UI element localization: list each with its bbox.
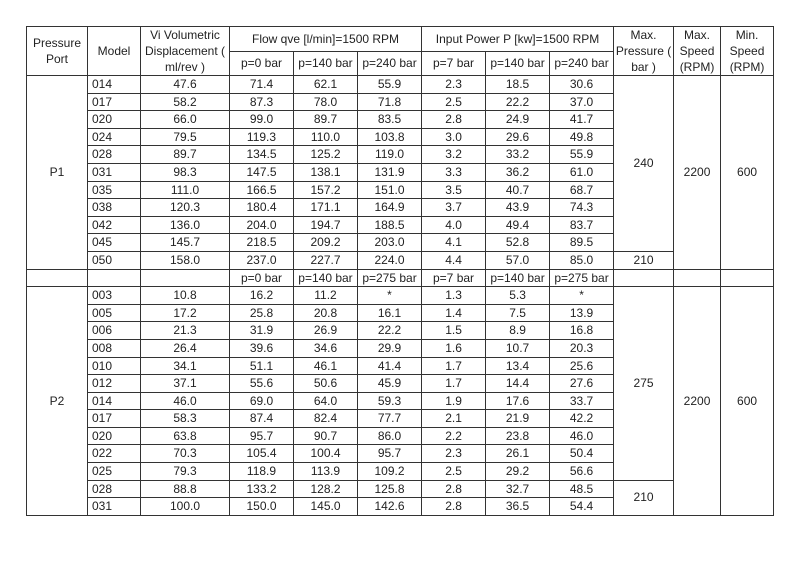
p2-cell: 17.2 [141, 304, 230, 322]
p1-cell: 3.0 [422, 128, 486, 146]
p2-cell: 51.1 [230, 357, 294, 375]
p2-cell: 005 [88, 304, 141, 322]
header-model: Model [88, 27, 141, 76]
p1-cell: 204.0 [230, 216, 294, 234]
header-pressure-port: Pressure Port [27, 27, 88, 76]
p1-cell: 29.6 [486, 128, 550, 146]
p2-cell: 11.2 [294, 287, 358, 305]
p2-cell: 41.4 [358, 357, 422, 375]
p2-cell: 32.7 [486, 480, 550, 498]
p1-cell: 57.0 [486, 251, 550, 269]
p2-cell: 2.2 [422, 427, 486, 445]
p2-subheader-row [27, 269, 774, 287]
p1-cell: 30.6 [550, 76, 614, 94]
p1-cell: 045 [88, 234, 141, 252]
p2-cell: 14.4 [486, 375, 550, 393]
p1-cell: 68.7 [550, 181, 614, 199]
p2-cell: 125.8 [358, 480, 422, 498]
p1-cell: 24.9 [486, 111, 550, 129]
p2-table-row [27, 287, 774, 305]
p2-cell: 031 [88, 498, 141, 516]
p1-cell: 218.5 [230, 234, 294, 252]
p1-cell: 79.5 [141, 128, 230, 146]
p1-port-label: P1 [27, 76, 88, 270]
p1-cell: 166.5 [230, 181, 294, 199]
p1-cell: 47.6 [141, 76, 230, 94]
p1-cell: 119.3 [230, 128, 294, 146]
p2-cell: 48.5 [550, 480, 614, 498]
p2-cell: 1.3 [422, 287, 486, 305]
p1-cell: 031 [88, 163, 141, 181]
p1-cell: 4.1 [422, 234, 486, 252]
p1-cell: 138.1 [294, 163, 358, 181]
p1-cell: 87.3 [230, 93, 294, 111]
p1-cell: 89.7 [141, 146, 230, 164]
p2-port-label: P2 [27, 287, 88, 516]
p1-cell: 49.8 [550, 128, 614, 146]
p2-cell: 2.8 [422, 480, 486, 498]
p2-cell: 45.9 [358, 375, 422, 393]
p2-cell: 017 [88, 410, 141, 428]
p2-cell: 2.5 [422, 463, 486, 481]
p1-cell: 151.0 [358, 181, 422, 199]
p1-cell: 83.5 [358, 111, 422, 129]
p2-cell: 29.9 [358, 339, 422, 357]
p2-cell: 109.2 [358, 463, 422, 481]
p1-cell: 89.7 [294, 111, 358, 129]
p1-table-row [27, 76, 774, 94]
p2-max-pressure-alt: 210 [614, 480, 674, 515]
p2-cell: 13.4 [486, 357, 550, 375]
p2-cell: 010 [88, 357, 141, 375]
p2-cell: 022 [88, 445, 141, 463]
p2-cell: 1.5 [422, 322, 486, 340]
p2-sub-label: p=0 bar [230, 269, 294, 287]
p2-cell: 95.7 [230, 427, 294, 445]
p1-cell: 2.8 [422, 111, 486, 129]
p2-cell: 26.9 [294, 322, 358, 340]
p1-cell: 203.0 [358, 234, 422, 252]
p1-cell: 180.4 [230, 199, 294, 217]
p1-cell: 119.0 [358, 146, 422, 164]
p1-max-speed: 2200 [674, 76, 721, 270]
p2-cell: 5.3 [486, 287, 550, 305]
p1-cell: 49.4 [486, 216, 550, 234]
p1-cell: 2.3 [422, 76, 486, 94]
p2-cell: 50.6 [294, 375, 358, 393]
p2-min-speed: 600 [721, 287, 774, 516]
p1-sub-power-140: p=140 bar [486, 51, 550, 76]
p2-cell: 2.8 [422, 498, 486, 516]
p1-cell: 22.2 [486, 93, 550, 111]
p1-min-speed: 600 [721, 76, 774, 270]
p1-cell: 37.0 [550, 93, 614, 111]
p1-sub-power-240: p=240 bar [550, 51, 614, 76]
p2-cell: 87.4 [230, 410, 294, 428]
p1-cell: 188.5 [358, 216, 422, 234]
p1-cell: 194.7 [294, 216, 358, 234]
p1-cell: 158.0 [141, 251, 230, 269]
p1-cell: 43.9 [486, 199, 550, 217]
p2-cell: 29.2 [486, 463, 550, 481]
p2-cell: 003 [88, 287, 141, 305]
p2-cell: 028 [88, 480, 141, 498]
p2-sub-label: p=7 bar [422, 269, 486, 287]
p2-cell: 1.4 [422, 304, 486, 322]
p2-cell: 16.8 [550, 322, 614, 340]
p1-cell: 40.7 [486, 181, 550, 199]
p1-sub-power-7: p=7 bar [422, 51, 486, 76]
p1-cell: 103.8 [358, 128, 422, 146]
p1-cell: 71.4 [230, 76, 294, 94]
p2-cell: 34.6 [294, 339, 358, 357]
p2-cell: 63.8 [141, 427, 230, 445]
p2-cell: 33.7 [550, 392, 614, 410]
p1-cell: 164.9 [358, 199, 422, 217]
p2-sub-label: p=140 bar [486, 269, 550, 287]
p1-cell: 74.3 [550, 199, 614, 217]
p1-cell: 61.0 [550, 163, 614, 181]
p1-cell: 4.4 [422, 251, 486, 269]
p2-sub-empty-maxspeed [674, 269, 721, 287]
p2-cell: 56.6 [550, 463, 614, 481]
p1-cell: 038 [88, 199, 141, 217]
p2-cell: 34.1 [141, 357, 230, 375]
p2-cell: * [358, 287, 422, 305]
p2-cell: 10.8 [141, 287, 230, 305]
p2-cell: 20.3 [550, 339, 614, 357]
p1-cell: 55.9 [358, 76, 422, 94]
p2-cell: 128.2 [294, 480, 358, 498]
p1-cell: 58.2 [141, 93, 230, 111]
p1-max-pressure-alt: 210 [614, 251, 674, 269]
p2-cell: 26.1 [486, 445, 550, 463]
p2-cell: 39.6 [230, 339, 294, 357]
p2-cell: 21.9 [486, 410, 550, 428]
p2-cell: 1.7 [422, 357, 486, 375]
p1-cell: 028 [88, 146, 141, 164]
p2-cell: 16.2 [230, 287, 294, 305]
p2-cell: 008 [88, 339, 141, 357]
p1-cell: 050 [88, 251, 141, 269]
p2-cell: 36.5 [486, 498, 550, 516]
p2-cell: 26.4 [141, 339, 230, 357]
p2-cell: 150.0 [230, 498, 294, 516]
header-min-speed: Min. Speed (RPM) [721, 27, 774, 76]
p2-sub-label: p=275 bar [550, 269, 614, 287]
p2-cell: 46.0 [550, 427, 614, 445]
p2-cell: 64.0 [294, 392, 358, 410]
p2-cell: 55.6 [230, 375, 294, 393]
p1-cell: 042 [88, 216, 141, 234]
p2-cell: 133.2 [230, 480, 294, 498]
p2-sub-label: p=275 bar [358, 269, 422, 287]
p2-cell: 7.5 [486, 304, 550, 322]
p2-cell: 90.7 [294, 427, 358, 445]
p2-cell: 79.3 [141, 463, 230, 481]
p2-cell: 22.2 [358, 322, 422, 340]
p2-cell: 59.3 [358, 392, 422, 410]
p1-sub-flow-140: p=140 bar [294, 51, 358, 76]
p2-cell: 1.6 [422, 339, 486, 357]
p1-cell: 020 [88, 111, 141, 129]
p1-cell: 33.2 [486, 146, 550, 164]
p2-cell: 100.0 [141, 498, 230, 516]
p2-cell: 21.3 [141, 322, 230, 340]
p2-cell: 1.7 [422, 375, 486, 393]
p1-cell: 18.5 [486, 76, 550, 94]
p1-cell: 134.5 [230, 146, 294, 164]
pump-spec-table [26, 26, 774, 516]
p1-cell: 36.2 [486, 163, 550, 181]
p2-cell: 2.1 [422, 410, 486, 428]
p1-cell: 224.0 [358, 251, 422, 269]
p2-cell: 20.8 [294, 304, 358, 322]
p2-cell: 142.6 [358, 498, 422, 516]
p1-cell: 017 [88, 93, 141, 111]
p1-cell: 111.0 [141, 181, 230, 199]
p2-sub-empty-model [88, 269, 141, 287]
p2-cell: 58.3 [141, 410, 230, 428]
p2-cell: 118.9 [230, 463, 294, 481]
p2-cell: 86.0 [358, 427, 422, 445]
p1-sub-flow-240: p=240 bar [358, 51, 422, 76]
p2-max-pressure: 275 [614, 287, 674, 481]
p2-cell: 27.6 [550, 375, 614, 393]
p2-cell: 100.4 [294, 445, 358, 463]
p1-max-pressure: 240 [614, 76, 674, 252]
p2-cell: 69.0 [230, 392, 294, 410]
p2-sub-empty-pressure [614, 269, 674, 287]
p1-cell: 024 [88, 128, 141, 146]
p2-cell: 8.9 [486, 322, 550, 340]
p2-cell: 145.0 [294, 498, 358, 516]
p2-cell: 16.1 [358, 304, 422, 322]
p1-cell: 89.5 [550, 234, 614, 252]
p2-cell: 113.9 [294, 463, 358, 481]
p2-sub-empty-vi [141, 269, 230, 287]
p1-cell: 171.1 [294, 199, 358, 217]
p1-cell: 147.5 [230, 163, 294, 181]
header-max-pressure: Max. Pressure ( bar ) [614, 27, 674, 76]
p1-cell: 66.0 [141, 111, 230, 129]
p2-cell: 25.6 [550, 357, 614, 375]
p2-cell: 42.2 [550, 410, 614, 428]
p1-cell: 110.0 [294, 128, 358, 146]
header-input-power: Input Power P [kw]=1500 RPM [422, 27, 614, 52]
p2-cell: 17.6 [486, 392, 550, 410]
p1-cell: 157.2 [294, 181, 358, 199]
p1-cell: 136.0 [141, 216, 230, 234]
p2-sub-empty-minspeed [721, 269, 774, 287]
p2-table-row [27, 480, 774, 498]
p2-cell: 54.4 [550, 498, 614, 516]
p2-cell: 13.9 [550, 304, 614, 322]
p2-cell: 10.7 [486, 339, 550, 357]
p1-cell: 78.0 [294, 93, 358, 111]
p2-cell: 105.4 [230, 445, 294, 463]
p2-cell: 2.3 [422, 445, 486, 463]
p2-cell: 95.7 [358, 445, 422, 463]
header-max-speed: Max. Speed (RPM) [674, 27, 721, 76]
p2-sub-empty-port [27, 269, 88, 287]
p1-cell: 035 [88, 181, 141, 199]
p1-cell: 52.8 [486, 234, 550, 252]
p1-cell: 237.0 [230, 251, 294, 269]
p2-cell: 31.9 [230, 322, 294, 340]
p2-cell: 46.1 [294, 357, 358, 375]
p1-cell: 125.2 [294, 146, 358, 164]
p2-cell: 70.3 [141, 445, 230, 463]
p2-cell: 37.1 [141, 375, 230, 393]
p1-cell: 120.3 [141, 199, 230, 217]
p2-cell: 46.0 [141, 392, 230, 410]
p2-cell: 020 [88, 427, 141, 445]
header-flow: Flow qve [l/min]=1500 RPM [230, 27, 422, 52]
p1-cell: 131.9 [358, 163, 422, 181]
p1-cell: 145.7 [141, 234, 230, 252]
p1-cell: 71.8 [358, 93, 422, 111]
header-row [27, 27, 774, 52]
p1-cell: 41.7 [550, 111, 614, 129]
p1-cell: 55.9 [550, 146, 614, 164]
p2-cell: 025 [88, 463, 141, 481]
p2-sub-label: p=140 bar [294, 269, 358, 287]
p2-cell: 25.8 [230, 304, 294, 322]
p1-cell: 4.0 [422, 216, 486, 234]
p2-cell: 77.7 [358, 410, 422, 428]
p1-cell: 62.1 [294, 76, 358, 94]
p2-cell: 82.4 [294, 410, 358, 428]
p1-sub-flow-0: p=0 bar [230, 51, 294, 76]
p1-cell: 83.7 [550, 216, 614, 234]
p1-cell: 227.7 [294, 251, 358, 269]
p2-cell: 014 [88, 392, 141, 410]
header-vi-displacement: Vi Volumetric Displacement ( ml/rev ) [141, 27, 230, 76]
p1-cell: 99.0 [230, 111, 294, 129]
p1-table-row [27, 251, 774, 269]
p2-cell: 006 [88, 322, 141, 340]
p2-cell: 012 [88, 375, 141, 393]
p1-cell: 209.2 [294, 234, 358, 252]
p1-cell: 3.7 [422, 199, 486, 217]
p1-cell: 98.3 [141, 163, 230, 181]
p1-cell: 3.2 [422, 146, 486, 164]
p1-cell: 3.3 [422, 163, 486, 181]
p2-cell: 50.4 [550, 445, 614, 463]
p2-cell: 23.8 [486, 427, 550, 445]
p2-cell: 88.8 [141, 480, 230, 498]
p1-cell: 85.0 [550, 251, 614, 269]
p2-cell: * [550, 287, 614, 305]
p2-max-speed: 2200 [674, 287, 721, 516]
p1-cell: 014 [88, 76, 141, 94]
p2-cell: 1.9 [422, 392, 486, 410]
p1-cell: 2.5 [422, 93, 486, 111]
p1-cell: 3.5 [422, 181, 486, 199]
